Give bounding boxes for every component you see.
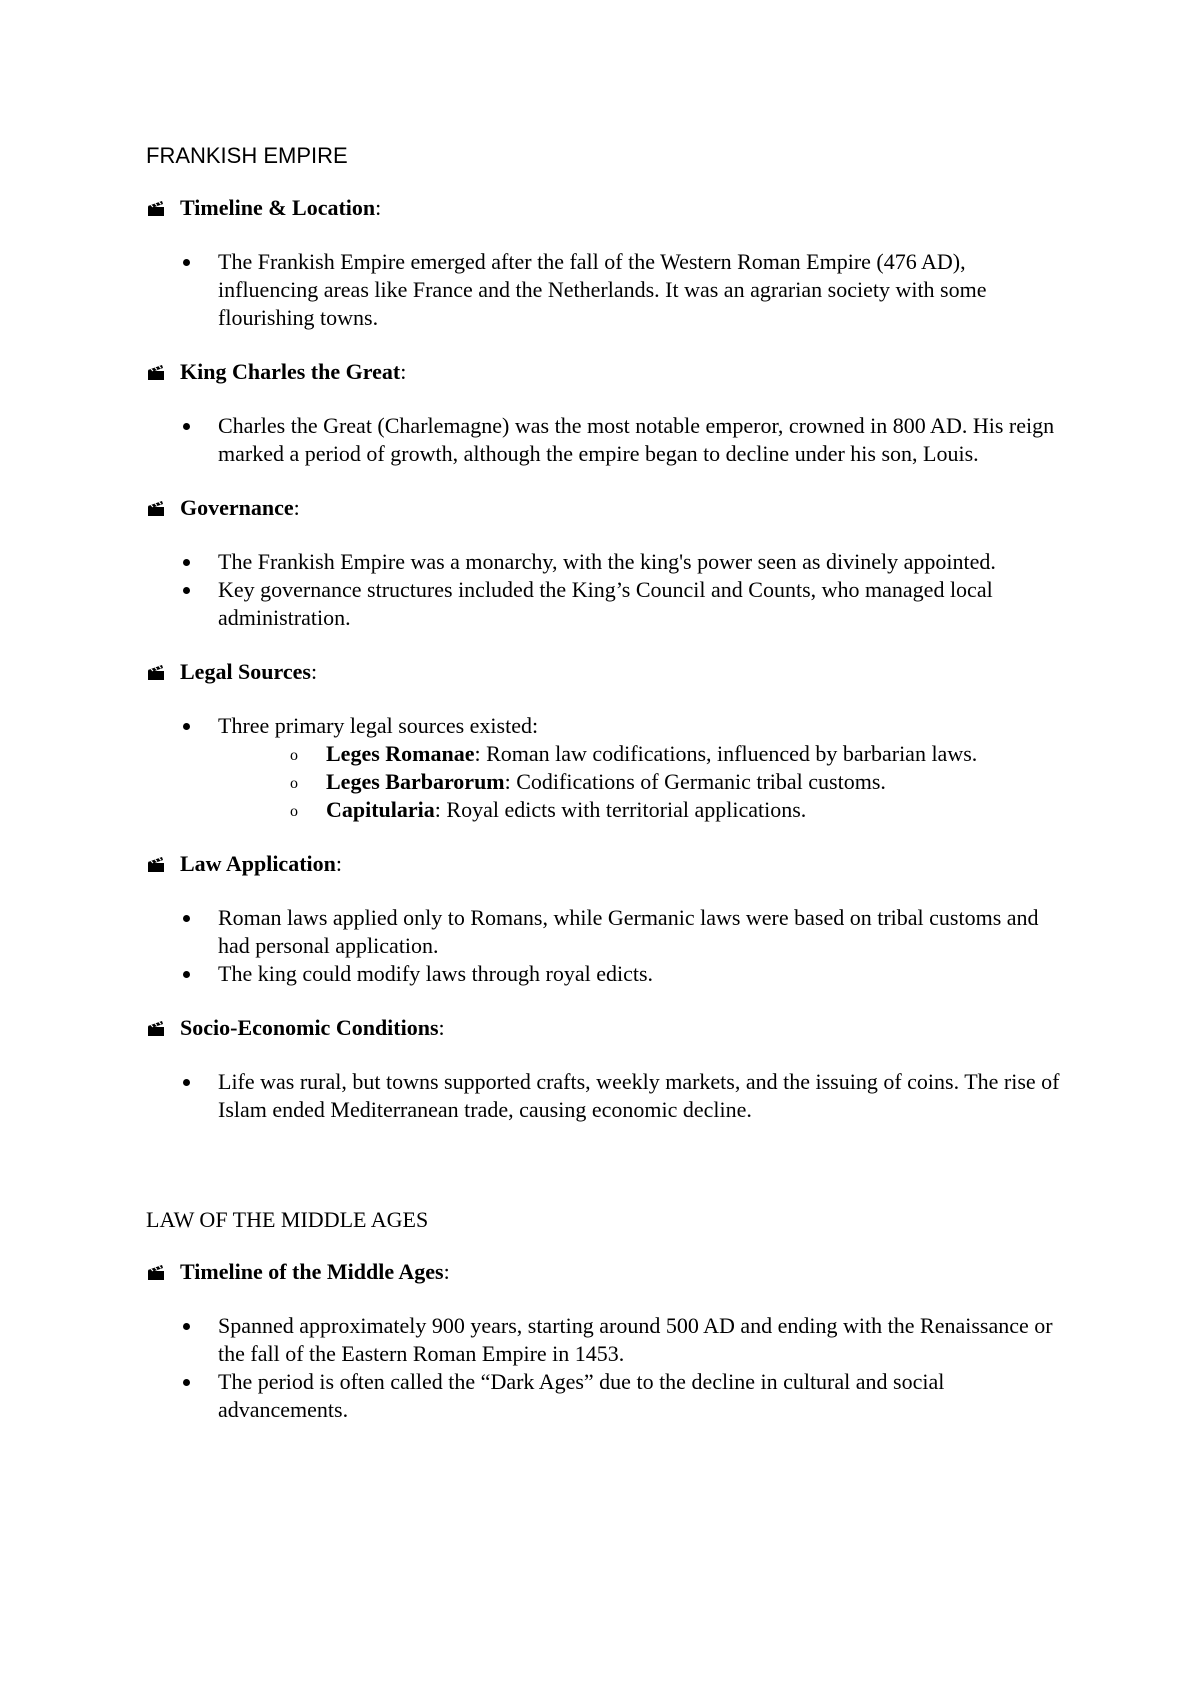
bullet-list [146, 904, 1066, 988]
clapperboard-icon [146, 498, 166, 518]
section-heading-king-charles: King Charles the Great: [146, 358, 1066, 386]
list-item: The Frankish Empire emerged after the fall of the Western Roman Empire (476 AD), influencing areas like France and the Netherlands. It was an agrarian society with some flourishing towns. [146, 248, 1066, 332]
clapperboard-icon [146, 1018, 166, 1038]
section-heading-label: King Charles the Great [180, 359, 401, 384]
section-heading-governance: Governance: [146, 494, 1066, 522]
list-item: Key governance structures included the King’s Council and Counts, who managed local administration. [146, 576, 1066, 632]
list-item: Charles the Great (Charlemagne) was the most notable emperor, crowned in 800 AD. His reign marked a period of growth, although the empire began to decline under his son, Louis. [146, 412, 1066, 468]
bullet-list [146, 248, 1066, 332]
section-heading-label: Timeline of the Middle Ages [180, 1259, 444, 1284]
clapperboard-icon [146, 362, 166, 382]
sub-list-item: o Capitularia: Royal edicts with territorial applications. [254, 796, 1066, 824]
list-item: The Frankish Empire was a monarchy, with the king's power seen as divinely appointed. [146, 548, 1066, 576]
sub-list-item: o Leges Barbarorum: Codifications of Germanic tribal customs. [254, 768, 1066, 796]
bullet-list [146, 1312, 1066, 1424]
list-item: Three primary legal sources existed: o Leges Romanae: Roman law codifications, influenced by barbarian laws. o Leges Barbarorum: Codifications of Germanic tribal customs. o Capitularia: Royal edicts with territorial applications. [146, 712, 1066, 824]
section-heading-timeline-middle-ages: Timeline of the Middle Ages: [146, 1258, 1066, 1286]
bullet-list [146, 548, 1066, 632]
bullet-list [146, 412, 1066, 468]
clapperboard-icon [146, 662, 166, 682]
section-spacer [146, 1150, 1066, 1206]
section-heading-timeline-location: Timeline & Location: [146, 194, 1066, 222]
section-heading-label: Governance [180, 495, 294, 520]
document-page [146, 142, 1066, 1450]
list-item: The period is often called the “Dark Ages” due to the decline in cultural and social advancements. [146, 1368, 1066, 1424]
document-title: FRANKISH EMPIRE [146, 143, 348, 168]
bullet-list [146, 1068, 1066, 1124]
list-item: Spanned approximately 900 years, starting around 500 AD and ending with the Renaissance or the fall of the Eastern Roman Empire in 1453. [146, 1312, 1066, 1368]
clapperboard-icon [146, 1262, 166, 1282]
list-item: The king could modify laws through royal edicts. [146, 960, 1066, 988]
section-heading-label: Legal Sources [180, 659, 311, 684]
section-heading-socio-economic: Socio-Economic Conditions: [146, 1014, 1066, 1042]
clapperboard-icon [146, 854, 166, 874]
section-heading-law-application: Law Application: [146, 850, 1066, 878]
section-heading-legal-sources: Legal Sources: [146, 658, 1066, 686]
document-title-middle-ages: LAW OF THE MIDDLE AGES [146, 1207, 429, 1232]
section-heading-label: Timeline & Location [180, 195, 376, 220]
list-item: Life was rural, but towns supported crafts, weekly markets, and the issuing of coins. The rise of Islam ended Mediterranean trade, causing economic decline. [146, 1068, 1066, 1124]
section-heading-label: Law Application [180, 851, 336, 876]
list-item: Roman laws applied only to Romans, while Germanic laws were based on tribal customs and had personal application. [146, 904, 1066, 960]
sub-list-item: o Leges Romanae: Roman law codifications, influenced by barbarian laws. [254, 740, 1066, 768]
sub-list [218, 740, 1066, 824]
section-heading-label: Socio-Economic Conditions [180, 1015, 439, 1040]
clapperboard-icon [146, 198, 166, 218]
bullet-list [146, 712, 1066, 824]
